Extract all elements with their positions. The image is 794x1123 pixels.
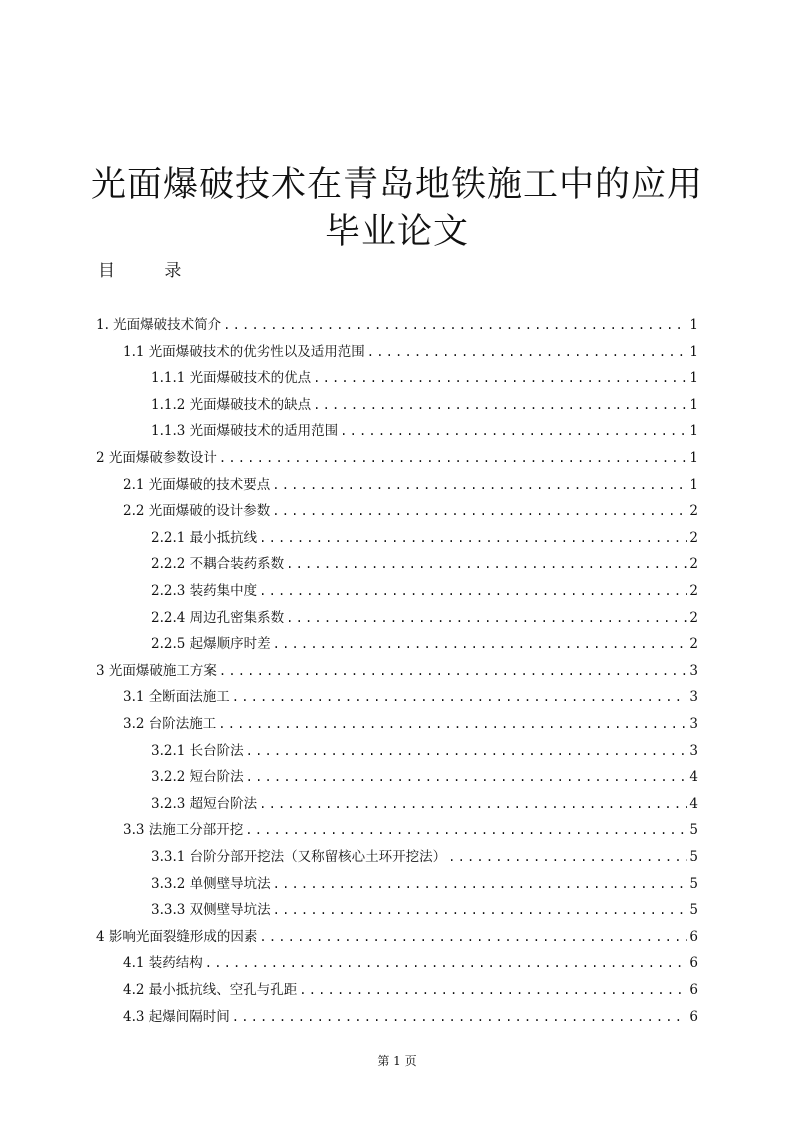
toc-dot-leader: [273, 875, 688, 893]
toc-page-number: 2: [689, 556, 698, 573]
toc-dot-leader: [286, 555, 687, 573]
toc-dot-leader: [259, 529, 687, 547]
toc-dot-leader: [246, 768, 688, 786]
toc-dot-leader: [299, 981, 687, 999]
toc-dot-leader: [219, 449, 688, 467]
toc-dot-leader: [259, 928, 687, 946]
toc-entry[interactable]: [123, 684, 698, 706]
toc-entry-title: 3.3.2 单侧壁导坑法: [151, 875, 271, 892]
toc-dot-leader: [259, 795, 687, 813]
toc-entry-title: 4.1 装药结构: [123, 955, 203, 972]
toc-page-number: 2: [689, 529, 698, 546]
toc-dot-leader: [273, 635, 688, 653]
toc-dot-leader: [205, 954, 688, 972]
toc-page-number: 3: [689, 689, 698, 706]
toc-entry-title: 3 光面爆破施工方案: [96, 662, 217, 679]
toc-entry[interactable]: [151, 418, 698, 440]
toc-entry-title: 3.2 台阶法施工: [123, 716, 217, 732]
toc-entry-title: 2 光面爆破参数设计: [96, 450, 217, 466]
toc-entry[interactable]: [123, 950, 698, 972]
toc-entry[interactable]: [151, 578, 698, 600]
toc-entry-title: 2.1 光面爆破的技术要点: [123, 476, 271, 493]
toc-page-number: 1: [689, 476, 698, 493]
toc-page-number: 3: [689, 716, 698, 732]
toc-page-number: 1: [689, 317, 698, 333]
toc-entry-title: 3.3.1 台阶分部开挖法（又称留核心土环开挖法）: [151, 849, 447, 865]
toc-dot-leader: [448, 848, 687, 866]
toc-entry-title: 3.2.1 长台阶法: [151, 742, 244, 759]
toc-entry[interactable]: [123, 1004, 698, 1026]
page-footer: 第 1 页: [377, 1054, 417, 1068]
toc-dot-leader: [232, 688, 688, 706]
toc-page-number: 1: [689, 370, 698, 387]
toc-page-number: 5: [689, 875, 698, 892]
toc-entry[interactable]: [123, 339, 698, 361]
toc-entry-title: 3.3.3 双侧壁导坑法: [151, 902, 271, 919]
toc-dot-leader: [223, 316, 687, 334]
toc-entry[interactable]: [123, 472, 698, 494]
toc-page-number: 2: [689, 636, 698, 653]
toc-entry[interactable]: [151, 525, 698, 547]
toc-entry-title: 4.2 最小抵抗线、空孔与孔距: [123, 982, 298, 998]
toc-page-number: 1: [689, 423, 698, 440]
toc-dot-leader: [246, 742, 688, 760]
toc-entry-title: 1.1.1 光面爆破技术的优点: [151, 370, 312, 387]
toc-dot-leader: [245, 821, 687, 839]
toc-entry[interactable]: [151, 738, 698, 760]
toc-entry[interactable]: [96, 924, 698, 946]
toc-entry-title: 1.1 光面爆破技术的优劣性以及适用范围: [123, 343, 365, 360]
toc-page-number: 2: [689, 609, 698, 626]
toc-entry-title: 4 影响光面裂缝形成的因素: [96, 928, 258, 945]
document-title-line1: 光面爆破技术在青岛地铁施工中的应用: [90, 165, 703, 205]
document-title-line2: 毕业论文: [324, 212, 469, 252]
toc-entry-title: 2.2.1 最小抵抗线: [151, 529, 258, 546]
toc-entry[interactable]: [151, 631, 698, 653]
toc-dot-leader: [313, 369, 687, 387]
toc-entry-title: 2.2.3 装药集中度: [151, 583, 258, 599]
toc-entry[interactable]: [151, 871, 698, 893]
toc-entry[interactable]: [96, 658, 698, 680]
toc-entry[interactable]: [123, 817, 698, 839]
toc-entry[interactable]: [151, 392, 698, 414]
toc-page-number: 6: [689, 928, 698, 945]
toc-dot-leader: [219, 662, 688, 680]
toc-entry-title: 3.2.2 短台阶法: [151, 769, 244, 786]
toc-dot-leader: [218, 715, 687, 733]
toc-page-number: 4: [689, 769, 698, 786]
toc-dot-leader: [286, 609, 687, 627]
toc-page-number: 2: [689, 583, 698, 599]
toc-page-number: 6: [689, 982, 698, 998]
toc-page-number: 3: [689, 742, 698, 759]
toc-entry-title: 3.2.3 超短台阶法: [151, 795, 258, 812]
toc-entry[interactable]: [151, 605, 698, 627]
toc-dot-leader: [340, 422, 687, 440]
toc-dot-leader: [272, 502, 687, 520]
toc-page-number: 1: [689, 396, 698, 413]
toc-page-number: 1: [689, 450, 698, 466]
toc-entry-title: 2.2 光面爆破的设计参数: [123, 503, 271, 520]
toc-page-number: 6: [689, 955, 698, 972]
toc-page-number: 2: [689, 503, 698, 520]
toc-page-number: 5: [689, 849, 698, 865]
toc-entry-title: 1.1.3 光面爆破技术的适用范围: [151, 423, 339, 440]
toc-page-number: 4: [689, 795, 698, 812]
toc-page-number: 1: [689, 343, 698, 360]
toc-entry-title: 2.2.2 不耦合装药系数: [151, 556, 285, 573]
toc-entry[interactable]: [96, 312, 698, 334]
toc-dot-leader: [232, 1008, 688, 1026]
toc-page-number: 3: [689, 662, 698, 679]
toc-entry[interactable]: [151, 897, 698, 919]
toc-entry[interactable]: [151, 844, 698, 866]
toc-entry[interactable]: [151, 551, 698, 573]
toc-dot-leader: [272, 476, 687, 494]
toc-entry-title: 1.1.2 光面爆破技术的缺点: [151, 396, 312, 413]
toc-entry-title: 1. 光面爆破技术简介: [96, 317, 222, 333]
toc-dot-leader: [273, 901, 688, 919]
toc-entry[interactable]: [123, 498, 698, 520]
toc-dot-leader: [259, 582, 687, 600]
toc-page-number: 6: [689, 1008, 698, 1025]
toc-entry[interactable]: [123, 977, 698, 999]
toc-entry-title: 4.3 起爆间隔时间: [123, 1008, 230, 1025]
toc-entry[interactable]: [96, 445, 698, 467]
toc-dot-leader: [313, 396, 687, 414]
toc-entry-title: 3.3 法施工分部开挖: [123, 822, 244, 839]
toc-entry[interactable]: [151, 791, 698, 813]
toc-entry-title: 2.2.5 起爆顺序时差: [151, 636, 271, 653]
toc-page-number: 5: [689, 902, 698, 919]
toc-heading: 目 录: [98, 261, 204, 281]
toc-entry-title: 3.1 全断面法施工: [123, 689, 230, 706]
toc-page-number: 5: [689, 822, 698, 839]
toc-entry-title: 2.2.4 周边孔密集系数: [151, 609, 285, 626]
toc-entry[interactable]: [151, 764, 698, 786]
toc-entry[interactable]: [123, 711, 698, 733]
toc-entry[interactable]: [151, 365, 698, 387]
toc-dot-leader: [367, 343, 688, 361]
